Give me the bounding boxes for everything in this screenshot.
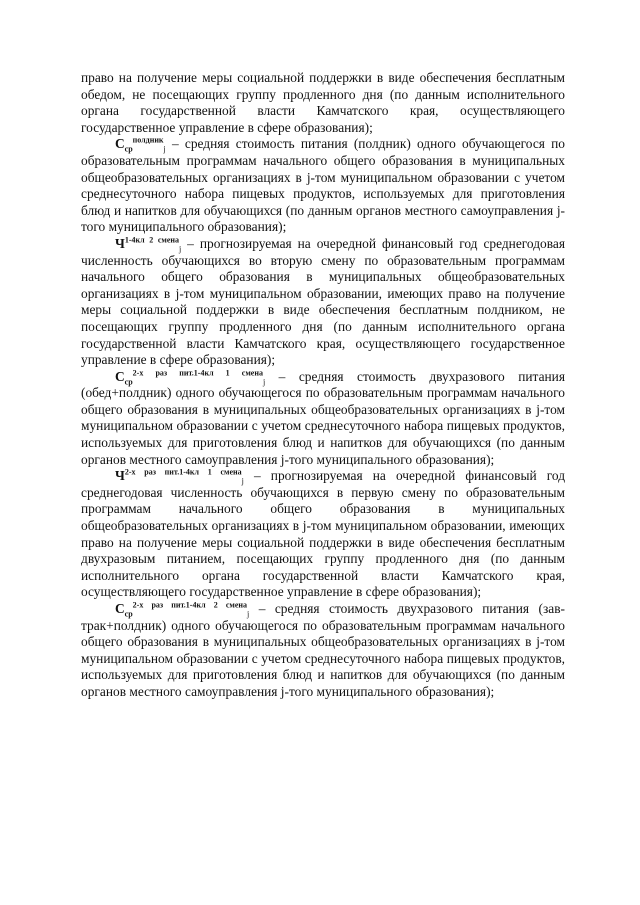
formula-symbol: Ч <box>115 235 125 251</box>
paragraph-text: – прогнозируемая на очередной финансовый год среднегодовая численность обучающихся во вторую смену по образовательным программам начального общего образования в муниципальных общеобразовательных организациях в j-том муниципальном образовании, имеющих право на получение меры социальной поддержки в виде обеспечения бесплатным полдником, не посещающих группу продленного дня (по данным исполнительного органа государственной власти Камчатского края, осуществляющего государственное управление в сфере образования); <box>81 235 565 368</box>
formula-superscript: 2-х раз пит.1-4кл 1 смена <box>124 467 242 477</box>
paragraph-intro <box>81 70 565 136</box>
formula-superscript: 2-х раз пит.1-4кл 1 смена <box>132 368 263 378</box>
paragraph-definition-ch-2x-1-smena <box>81 468 565 601</box>
paragraph-text: – средняя стоимость двухразового питания (завтрак+полдник) одного обучающегося по образовательным программам начального общего образования в муниципальных общеобразовательных организациях в j-том муниципальном образовании с учетом среднесуточного набора пищевых продуктов, используемых для приготовления блюд и напитков для обучающихся (по данным органов местного самоуправления j-того муниципального образования); <box>81 601 566 699</box>
paragraph-text: – прогнозируемая на очередной финансовый год среднегодовая численность обучающихся в первую смену по образовательным программам начального общего образования в муниципальных общеобразовательных организациях в j-том муниципальном образовании, имеющих право на получение меры социальной поддержки в виде обеспечения бесплатным двухразовым питанием, посещающих группу продленного дня (по данным исполнительного органа государственной власти Камчатского края, осуществляющего государственное управление в сфере образования); <box>81 468 566 600</box>
formula-index: j <box>262 377 266 387</box>
paragraph-text: право на получение меры социальной поддержки в виде обеспечения бесплатным обедом, не посещающих группу продленного дня (по данным исполнительного органа государственной власти Камчатского края, осуществляющего государственное управление в сфере образования); <box>81 70 565 135</box>
formula-index: j <box>163 145 166 155</box>
formula-symbol: С <box>115 601 125 616</box>
paragraph-definition-ch-2-smena <box>81 236 565 369</box>
formula-index: j <box>241 476 244 486</box>
formula-symbol: С <box>115 136 125 152</box>
formula-subscript: ср <box>124 609 133 619</box>
formula-superscript: 2-х раз пит.1-4кл 2 смена <box>132 600 247 610</box>
paragraph-text: – средняя стоимость питания (полдник) одного обучающегося по образовательным программам начального общего образования в муниципальных общеобразовательных организациях в j-том муниципальном образовании с учетом среднесуточного набора пищевых продуктов, используемых для приготовления блюд и напитков для обучающихся (по данным органов местного самоуправления j-того муниципального образования); <box>81 136 565 235</box>
formula-symbol: Ч <box>115 468 125 484</box>
formula-subscript: ср <box>124 145 133 155</box>
paragraph-text: – средняя стоимость двухразового питания (обед+полдник) одного обучающегося по образовательным программам начального общего образования в муниципальных общеобразовательных организациях в j-том муниципальном образовании с учетом среднесуточного набора пищевых продуктов, используемых для приготовления блюд и напитков для обучающихся (по данным органов местного самоуправления j-того муниципального образования); <box>81 368 566 467</box>
formula-symbol: С <box>115 368 125 384</box>
formula-index: j <box>246 609 250 619</box>
formula-superscript: полдник <box>132 135 164 145</box>
document-page <box>81 70 565 701</box>
paragraph-definition-c-2x-1-smena <box>81 369 565 469</box>
formula-index: j <box>178 244 182 254</box>
paragraph-definition-c-2x-2-smena <box>81 601 565 701</box>
paragraph-definition-c-polldnik <box>81 136 565 236</box>
formula-superscript: 1-4кл 2 смена <box>124 235 179 245</box>
formula-subscript: ср <box>124 377 133 387</box>
